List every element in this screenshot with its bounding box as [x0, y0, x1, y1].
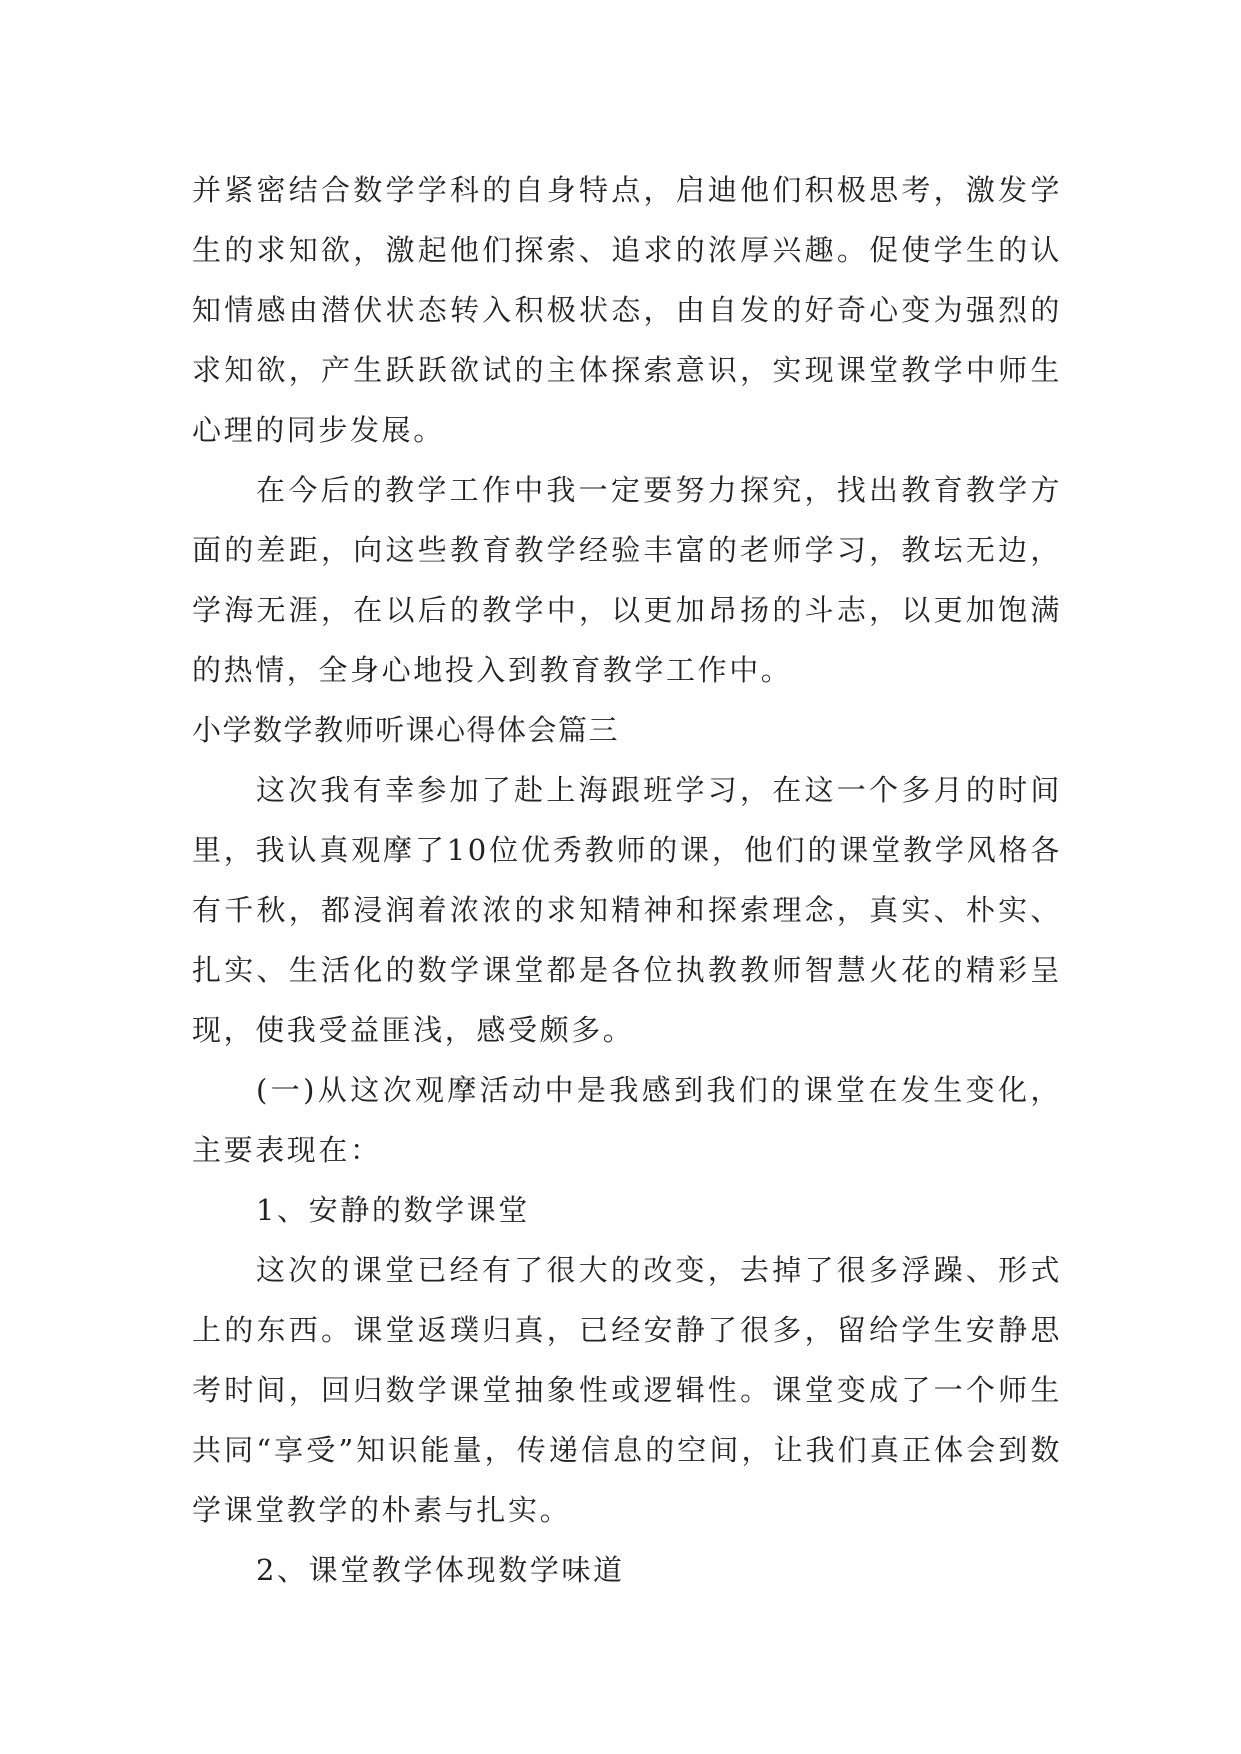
- section-heading: 小学数学教师听课心得体会篇三: [192, 713, 620, 747]
- paragraph-shanghai-study: 这次我有幸参加了赴上海跟班学习，在这一个多月的时间里，我认真观摩了10位优秀教师的课，他们的课堂教学风格各有千秋，都浸润着浓浓的求知精神和探索理念，真实、朴实、扎实、生活化的数学课堂都是各位执教教师智慧火花的精彩呈现，使我受益匪浅，感受颇多。: [192, 773, 1062, 1047]
- paragraph-quiet-classroom: 这次的课堂已经有了很大的改变，去掉了很多浮躁、形式上的东西。课堂返璞归真，已经安静了很多，留给学生安静思考时间，回归数学课堂抽象性或逻辑性。课堂变成了一个师生共同“享受”知识能量，传递信息的空间，让我们真正体会到数学课堂教学的朴素与扎实。: [192, 1253, 1062, 1527]
- document-body: [192, 160, 1062, 1600]
- paragraph-future-work: 在今后的教学工作中我一定要努力探究，找出教育教学方面的差距，向这些教育教学经验丰富的老师学习，教坛无边，学海无涯，在以后的教学中，以更加昂扬的斗志，以更加饱满的热情，全身心地投入到教育教学工作中。: [192, 473, 1062, 687]
- paragraph-observation-intro: (一)从这次观摩活动中是我感到我们的课堂在发生变化，主要表现在：: [192, 1073, 1062, 1167]
- paragraph-continuation: 并紧密结合数学学科的自身特点，启迪他们积极思考，激发学生的求知欲，激起他们探索、追求的浓厚兴趣。促使学生的认知情感由潜伏状态转入积极状态，由自发的好奇心变为强烈的求知欲，产生跃跃欲试的主体探索意识，实现课堂教学中师生心理的同步发展。: [192, 173, 1062, 447]
- list-item-quiet-classroom: 1、安静的数学课堂: [256, 1193, 530, 1227]
- list-item-math-flavor: 2、课堂教学体现数学味道: [256, 1553, 625, 1587]
